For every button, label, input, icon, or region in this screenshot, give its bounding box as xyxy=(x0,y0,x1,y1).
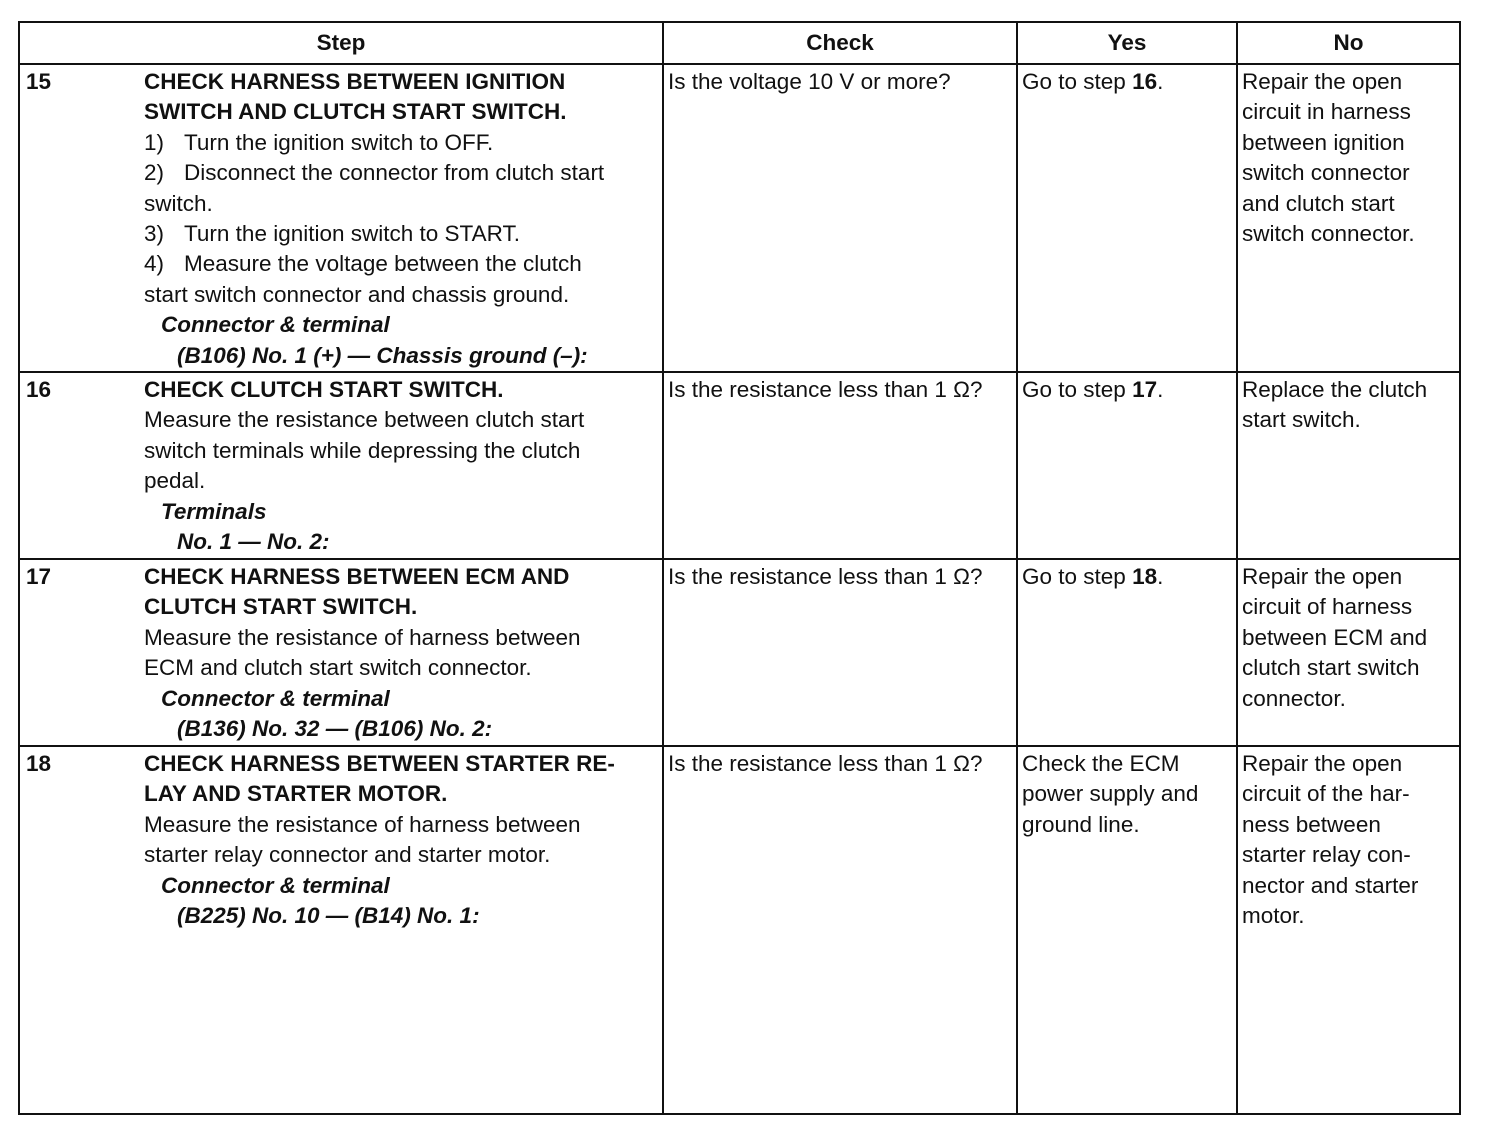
no-line: starter relay con- xyxy=(1242,842,1411,868)
step-reference: 18 xyxy=(1132,564,1158,590)
spec-value: (B106) No. 1 (+) — Chassis ground (–): xyxy=(177,342,588,368)
body-line: Measure the resistance of harness between xyxy=(144,811,581,837)
spec-label: Connector & terminal xyxy=(161,685,390,711)
body-line: Measure the resistance of harness between xyxy=(144,624,581,650)
spec-value: (B225) No. 10 — (B14) No. 1: xyxy=(177,903,480,929)
step-heading: CHECK CLUTCH START SWITCH. xyxy=(144,377,504,403)
spec-value: (B136) No. 32 — (B106) No. 2: xyxy=(177,716,493,742)
yes-line: power supply and xyxy=(1022,781,1199,807)
check-cell: Is the resistance less than 1 Ω? xyxy=(663,559,1017,746)
no-cell xyxy=(1237,746,1460,1114)
step-heading: CHECK HARNESS BETWEEN ECM AND xyxy=(144,564,570,590)
step-heading: CLUTCH START SWITCH. xyxy=(144,594,418,620)
no-line: Repair the open xyxy=(1242,564,1403,590)
spec-label: Terminals xyxy=(161,498,267,524)
no-line: nector and starter xyxy=(1242,872,1419,898)
procedure-item xyxy=(144,158,658,188)
no-line: ness between xyxy=(1242,811,1381,837)
step-cell xyxy=(19,559,663,746)
yes-text: Go to step xyxy=(1022,564,1133,590)
step-number: 16 xyxy=(26,377,52,403)
body-line: Measure the resistance between clutch start xyxy=(144,407,585,433)
header-step: Step xyxy=(19,22,663,64)
check-cell: Is the resistance less than 1 Ω? xyxy=(663,372,1017,559)
diagnostic-table xyxy=(18,21,1461,1115)
procedure-item xyxy=(144,219,658,249)
step-number: 15 xyxy=(26,69,52,94)
yes-cell xyxy=(1017,559,1237,746)
step-cell xyxy=(19,64,663,372)
step-cell xyxy=(19,372,663,559)
no-line: switch connector. xyxy=(1242,221,1415,247)
step-body xyxy=(144,375,658,557)
procedure-number: 3) xyxy=(144,221,165,247)
yes-line: Check the ECM xyxy=(1022,751,1180,777)
no-line: Repair the open xyxy=(1242,751,1403,777)
yes-suffix: . xyxy=(1157,564,1164,590)
step-reference: 17 xyxy=(1132,377,1158,403)
spec-label: Connector & terminal xyxy=(161,872,390,898)
table-row-step-15 xyxy=(19,64,1460,372)
procedure-continuation: start switch connector and chassis ground. xyxy=(144,281,570,307)
body-line: starter relay connector and starter motor. xyxy=(144,842,551,868)
body-line: pedal. xyxy=(144,468,206,494)
body-line: switch terminals while depressing the clutch xyxy=(144,437,581,463)
table-row-step-16 xyxy=(19,372,1460,559)
table-row-step-17 xyxy=(19,559,1460,746)
spec-label: Connector & terminal xyxy=(161,312,390,338)
procedure-item xyxy=(144,128,658,158)
procedure-text: Turn the ignition switch to START. xyxy=(184,221,520,247)
no-line: circuit of harness xyxy=(1242,594,1413,620)
no-line: clutch start switch xyxy=(1242,655,1420,681)
step-body xyxy=(144,67,658,371)
yes-suffix: . xyxy=(1157,377,1164,403)
step-heading: CHECK HARNESS BETWEEN STARTER RE- xyxy=(144,751,615,777)
yes-text: Go to step xyxy=(1022,377,1133,403)
step-reference: 16 xyxy=(1132,69,1158,94)
step-heading: CHECK HARNESS BETWEEN IGNITION xyxy=(144,69,566,94)
yes-suffix: . xyxy=(1157,69,1164,94)
yes-cell xyxy=(1017,746,1237,1114)
no-line: connector. xyxy=(1242,685,1346,711)
step-number: 18 xyxy=(26,751,52,777)
no-line: Repair the open xyxy=(1242,69,1403,94)
header-yes: Yes xyxy=(1017,22,1237,64)
step-number: 17 xyxy=(26,564,52,590)
no-line: and clutch start xyxy=(1242,190,1395,216)
no-line: between ignition xyxy=(1242,129,1405,155)
no-line: circuit in harness xyxy=(1242,99,1411,125)
step-body xyxy=(144,562,658,744)
step-heading: LAY AND STARTER MOTOR. xyxy=(144,781,448,807)
no-line: between ECM and xyxy=(1242,624,1428,650)
check-cell: Is the resistance less than 1 Ω? xyxy=(663,746,1017,1114)
no-line: start switch. xyxy=(1242,407,1361,433)
no-cell xyxy=(1237,372,1460,559)
procedure-number: 4) xyxy=(144,251,165,277)
procedure-number: 2) xyxy=(144,160,165,186)
no-cell xyxy=(1237,559,1460,746)
table-row-step-18 xyxy=(19,746,1460,1114)
header-check: Check xyxy=(663,22,1017,64)
procedure-number: 1) xyxy=(144,129,165,155)
procedure-item xyxy=(144,249,658,279)
step-cell xyxy=(19,746,663,1114)
check-cell: Is the voltage 10 V or more? xyxy=(663,64,1017,372)
procedure-text: Measure the voltage between the clutch xyxy=(184,251,582,277)
no-line: Replace the clutch xyxy=(1242,377,1428,403)
spec-value: No. 1 — No. 2: xyxy=(177,529,330,555)
step-heading: SWITCH AND CLUTCH START SWITCH. xyxy=(144,99,567,125)
yes-cell xyxy=(1017,372,1237,559)
no-cell xyxy=(1237,64,1460,372)
procedure-continuation: switch. xyxy=(144,190,213,216)
procedure-text: Disconnect the connector from clutch start xyxy=(184,160,605,186)
yes-text: Go to step xyxy=(1022,69,1133,94)
header-row xyxy=(19,22,1460,64)
header-no: No xyxy=(1237,22,1460,64)
step-body xyxy=(144,749,658,931)
yes-line: ground line. xyxy=(1022,811,1140,837)
body-line: ECM and clutch start switch connector. xyxy=(144,655,532,681)
procedure-text: Turn the ignition switch to OFF. xyxy=(184,129,494,155)
no-line: motor. xyxy=(1242,903,1305,929)
no-line: circuit of the har- xyxy=(1242,781,1410,807)
no-line: switch connector xyxy=(1242,160,1410,186)
yes-cell xyxy=(1017,64,1237,372)
